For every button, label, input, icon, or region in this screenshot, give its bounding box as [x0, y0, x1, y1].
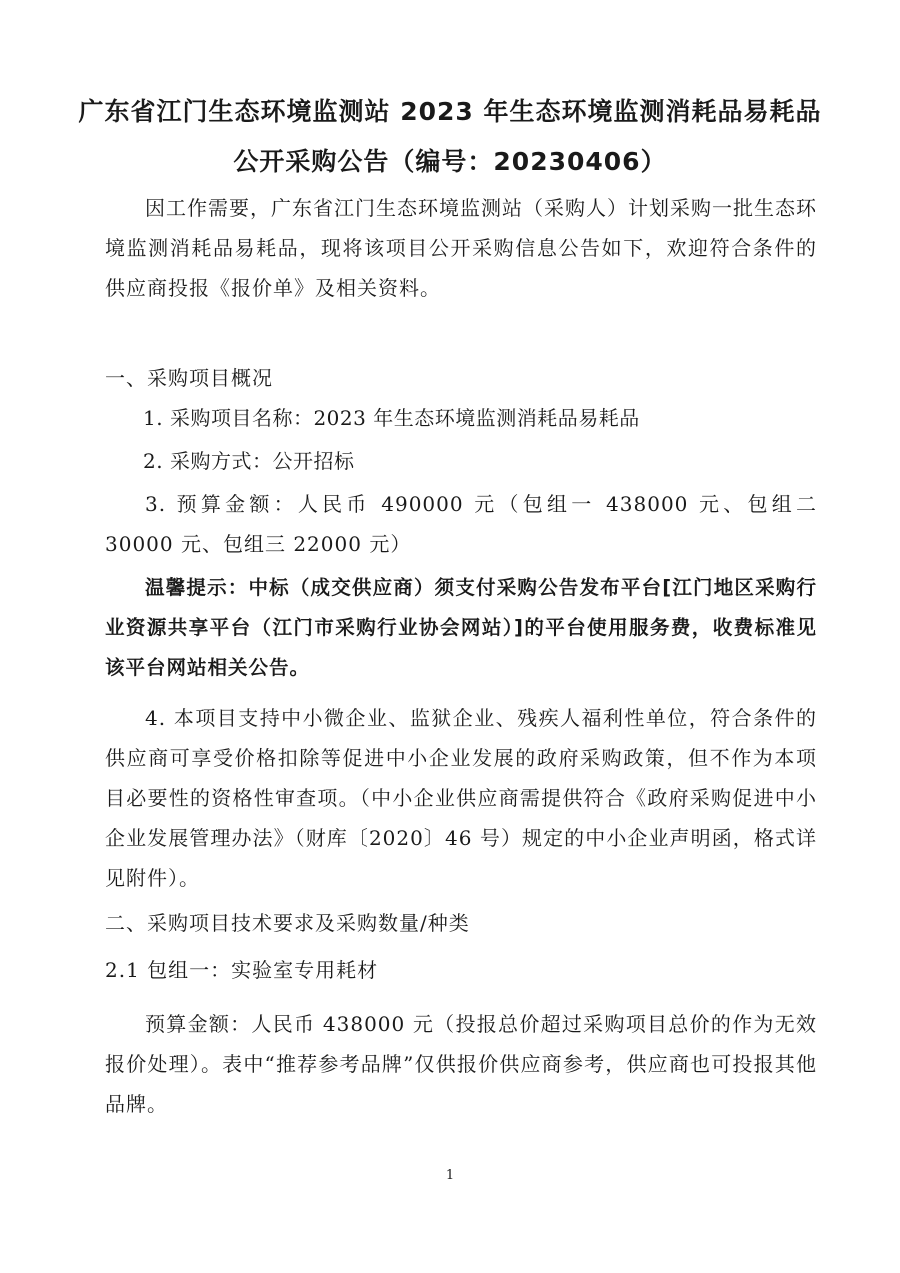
item-sme-policy: 4. 本项目支持中小微企业、监狱企业、残疾人福利性单位，符合条件的供应商可享受价格扣除等促进中小企业发展的政府采购政策，但不作为本项目必要性的资格性审查项。（中小企业供应商需提供符合《政府采购促进中小企业发展管理办法》（财库〔2020〕46 号）规定的中小企业声明函，格式详见附件）。 [105, 706, 817, 890]
subsection-2-1: 2.1 包组一：实验室专用耗材 [105, 958, 379, 982]
item-budget: 3. 预算金额：人民币 490000 元（包组一 438000 元、包组二 30000 元、包组三 22000 元） [105, 492, 817, 556]
section1-heading: 一、采购项目概况 [105, 366, 273, 390]
document-title-line1: 广东省江门生态环境监测站 2023 年生态环境监测消耗品易耗品 [78, 97, 822, 126]
budget-note-paragraph: 预算金额：人民币 438000 元（投报总价超过采购项目总价的作为无效报价处理）。表中“推荐参考品牌”仅供报价供应商参考，供应商也可投报其他品牌。 [105, 1012, 817, 1116]
intro-paragraph: 因工作需要，广东省江门生态环境监测站（采购人）计划采购一批生态环境监测消耗品易耗品，现将该项目公开采购信息公告如下，欢迎符合条件的供应商投报《报价单》及相关资料。 [105, 196, 817, 300]
section2-heading: 二、采购项目技术要求及采购数量/种类 [105, 911, 470, 935]
document-title-line2: 公开采购公告（编号：20230406） [233, 147, 667, 176]
page-number: 1 [445, 1168, 455, 1183]
notice-paragraph: 温馨提示：中标（成交供应商）须支付采购公告发布平台[江门地区采购行业资源共享平台（江门市采购行业协会网站）]的平台使用服务费，收费标准见该平台网站相关公告。 [105, 576, 817, 679]
item-procurement-method: 2. 采购方式：公开招标 [143, 449, 355, 473]
item-project-name: 1. 采购项目名称：2023 年生态环境监测消耗品易耗品 [143, 406, 640, 430]
